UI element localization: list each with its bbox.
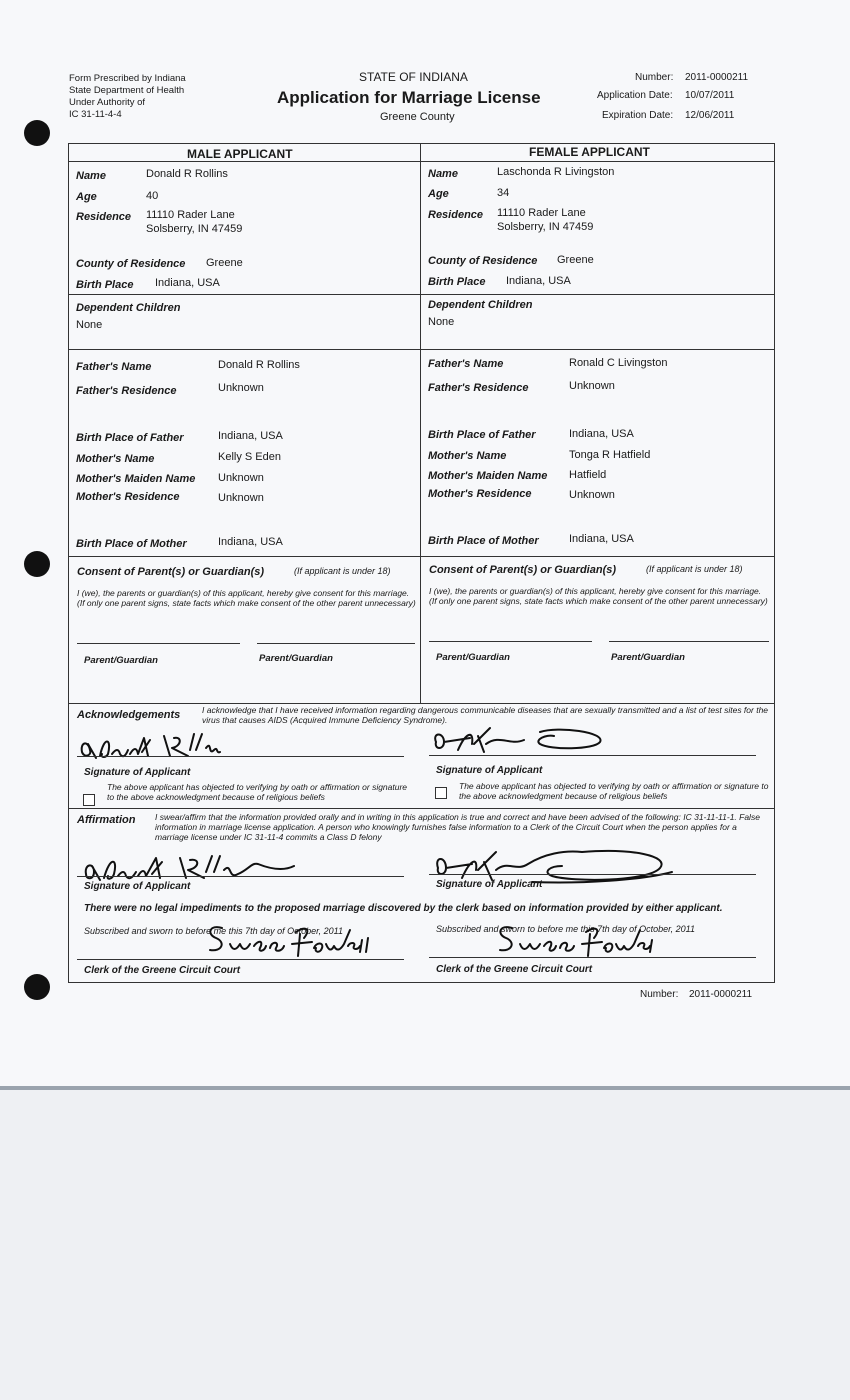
footer-number-value: 2011-0000211	[689, 989, 753, 1000]
state-heading: STATE OF INDIANA	[359, 70, 468, 84]
number-label: Number:	[635, 72, 674, 83]
male-mothers-name: Kelly S Eden	[218, 451, 281, 463]
footer-number-label: Number:	[640, 989, 679, 1000]
prescribed-line3: Under Authority of	[69, 97, 146, 108]
male-consent-note: (If applicant is under 18)	[294, 566, 391, 576]
affirmation-label: Affirmation	[77, 814, 136, 826]
male-fathers-residence: Unknown	[218, 382, 264, 394]
female-county-label: County of Residence	[428, 255, 538, 267]
female-residence-label: Residence	[428, 209, 484, 221]
male-parent-guardian-1: Parent/Guardian	[84, 655, 158, 666]
affirmation-text: I swear/affirm that the information provided orally and in writing in this application is true and correct and have been advised of the following: IC 31-11-11-1. False information in marriage license application. A person who knowingly furnishes false information to a Clerk of the Circuit Court when the person applies for a marriage license under IC 31-11-4 commits a Class D felony	[155, 812, 760, 842]
subscribed-left: Subscribed and sworn to before me this 7th day of October, 2011	[84, 926, 343, 936]
female-parent-guardian-2: Parent/Guardian	[611, 652, 685, 663]
male-birth-place-mother: Indiana, USA	[218, 536, 283, 548]
number-value: 2011-0000211	[685, 72, 749, 83]
binder-hole	[24, 974, 50, 1000]
female-objected-checkbox[interactable]	[435, 787, 447, 799]
male-mothers-residence: Unknown	[218, 492, 264, 504]
female-dependent-children-label: Dependent Children	[428, 299, 533, 311]
male-fathers-name: Donald R Rollins	[218, 359, 300, 371]
male-birth-place-father-label: Birth Place of Father	[76, 432, 184, 444]
female-age: 34	[497, 187, 510, 199]
female-consent-text: I (we), the parents or guardian(s) of this applicant, hereby give consent for this marriage. (If only one parent signs, state facts which make consent of the other parent unnecessary)	[429, 586, 768, 606]
male-dependent-children: None	[76, 319, 103, 331]
male-objected-checkbox[interactable]	[83, 794, 95, 806]
female-birth-place-father: Indiana, USA	[569, 428, 634, 440]
female-residence-line1: 11110 Rader Lane	[497, 207, 586, 219]
male-mothers-residence-label: Mother's Residence	[76, 491, 180, 503]
male-objected-text: The above applicant has objected to verifying by oath or affirmation or signature to the above acknowledgment because of religious beliefs	[107, 782, 408, 802]
binder-hole	[24, 551, 50, 577]
female-residence-line2: Solsberry, IN 47459	[497, 221, 594, 233]
male-dependent-children-label: Dependent Children	[76, 302, 181, 314]
female-birth-place-father-label: Birth Place of Father	[428, 429, 536, 441]
female-consent-label: Consent of Parent(s) or Guardian(s)	[429, 564, 617, 576]
subscribed-right: Subscribed and sworn to before me this 7th day of October, 2011	[436, 924, 695, 934]
female-parent-guardian-1: Parent/Guardian	[436, 652, 510, 663]
no-impediments-statement: There were no legal impediments to the proposed marriage discovered by the clerk based on information provided by either applicant.	[84, 903, 723, 914]
female-fathers-residence-label: Father's Residence	[428, 382, 529, 394]
male-county-label: County of Residence	[76, 258, 186, 270]
female-consent-note: (If applicant is under 18)	[646, 564, 743, 574]
male-mothers-maiden-name: Unknown	[218, 472, 264, 484]
male-parent-guardian-2: Parent/Guardian	[259, 653, 333, 664]
female-applicant-heading: FEMALE APPLICANT	[529, 145, 650, 159]
female-affirmation-signature-label: Signature of Applicant	[436, 879, 543, 890]
male-ack-signature	[78, 730, 248, 764]
male-ack-signature-label: Signature of Applicant	[84, 767, 191, 778]
male-applicant-heading: MALE APPLICANT	[187, 147, 293, 161]
female-ack-signature	[430, 722, 610, 758]
clerk-signature-left	[200, 918, 380, 962]
female-ack-signature-label: Signature of Applicant	[436, 765, 543, 776]
male-residence-line2: Solsberry, IN 47459	[146, 223, 243, 235]
exp-date-value: 12/06/2011	[685, 110, 735, 121]
female-fathers-residence: Unknown	[569, 380, 615, 392]
female-mothers-maiden-name-label: Mother's Maiden Name	[428, 470, 548, 482]
male-county: Greene	[206, 257, 243, 269]
male-affirmation-signature-label: Signature of Applicant	[84, 881, 191, 892]
male-birth-place-mother-label: Birth Place of Mother	[76, 538, 187, 550]
prescribed-line2: State Department of Health	[69, 85, 185, 96]
male-fathers-name-label: Father's Name	[76, 361, 152, 373]
male-mothers-name-label: Mother's Name	[76, 453, 155, 465]
acknowledgements-text: I acknowledge that I have received information regarding dangerous communicable diseases that are sexually transmitted and a list of test sites for the virus that causes AIDS (Acquired Immune Deficiency Syndrome).	[202, 705, 769, 725]
female-birth-place: Indiana, USA	[506, 275, 571, 287]
female-objected-text: The above applicant has objected to verifying by oath or affirmation or signature to the above acknowledgment because of religious beliefs	[459, 781, 769, 801]
female-mothers-maiden-name: Hatfield	[569, 469, 607, 481]
binder-hole	[24, 120, 50, 146]
male-fathers-residence-label: Father's Residence	[76, 385, 177, 397]
male-residence-label: Residence	[76, 211, 132, 223]
app-date-label: Application Date:	[597, 90, 673, 101]
male-name: Donald R Rollins	[146, 168, 228, 180]
male-name-label: Name	[76, 170, 106, 182]
page-title: Application for Marriage License	[277, 88, 541, 107]
clerk-signature-right	[490, 918, 670, 962]
female-dependent-children: None	[428, 316, 455, 328]
clerk-label-left: Clerk of the Greene Circuit Court	[84, 965, 241, 976]
male-birth-place-label: Birth Place	[76, 279, 134, 291]
acknowledgements-label: Acknowledgements	[77, 709, 181, 721]
female-name-label: Name	[428, 168, 458, 180]
male-birth-place: Indiana, USA	[155, 277, 220, 289]
female-birth-place-mother-label: Birth Place of Mother	[428, 535, 539, 547]
app-date-value: 10/07/2011	[685, 90, 735, 101]
male-consent-text: I (we), the parents or guardian(s) of this applicant, hereby give consent for this marriage. (If only one parent signs, state facts which make consent of the other parent unnecessary)	[77, 588, 416, 608]
county-heading: Greene County	[380, 111, 455, 123]
female-mothers-name-label: Mother's Name	[428, 450, 507, 462]
male-residence-line1: 11110 Rader Lane	[146, 209, 235, 221]
column-divider	[420, 143, 421, 703]
female-fathers-name: Ronald C Livingston	[569, 357, 668, 369]
female-age-label: Age	[428, 188, 449, 200]
female-mothers-residence: Unknown	[569, 489, 615, 501]
female-mothers-residence-label: Mother's Residence	[428, 488, 532, 500]
male-age-label: Age	[76, 191, 97, 203]
prescribed-line1: Form Prescribed by Indiana	[69, 73, 186, 84]
male-birth-place-father: Indiana, USA	[218, 430, 283, 442]
female-birth-place-mother: Indiana, USA	[569, 533, 634, 545]
female-name: Laschonda R Livingston	[497, 166, 615, 178]
prescribed-line4: IC 31-11-4-4	[69, 109, 122, 120]
male-age: 40	[146, 190, 159, 202]
exp-date-label: Expiration Date:	[602, 110, 674, 121]
male-consent-label: Consent of Parent(s) or Guardian(s)	[77, 566, 265, 578]
clerk-label-right: Clerk of the Greene Circuit Court	[436, 964, 593, 975]
female-fathers-name-label: Father's Name	[428, 358, 504, 370]
female-birth-place-label: Birth Place	[428, 276, 486, 288]
female-county: Greene	[557, 254, 594, 266]
female-mothers-name: Tonga R Hatfield	[569, 449, 651, 461]
male-mothers-maiden-name-label: Mother's Maiden Name	[76, 473, 196, 485]
